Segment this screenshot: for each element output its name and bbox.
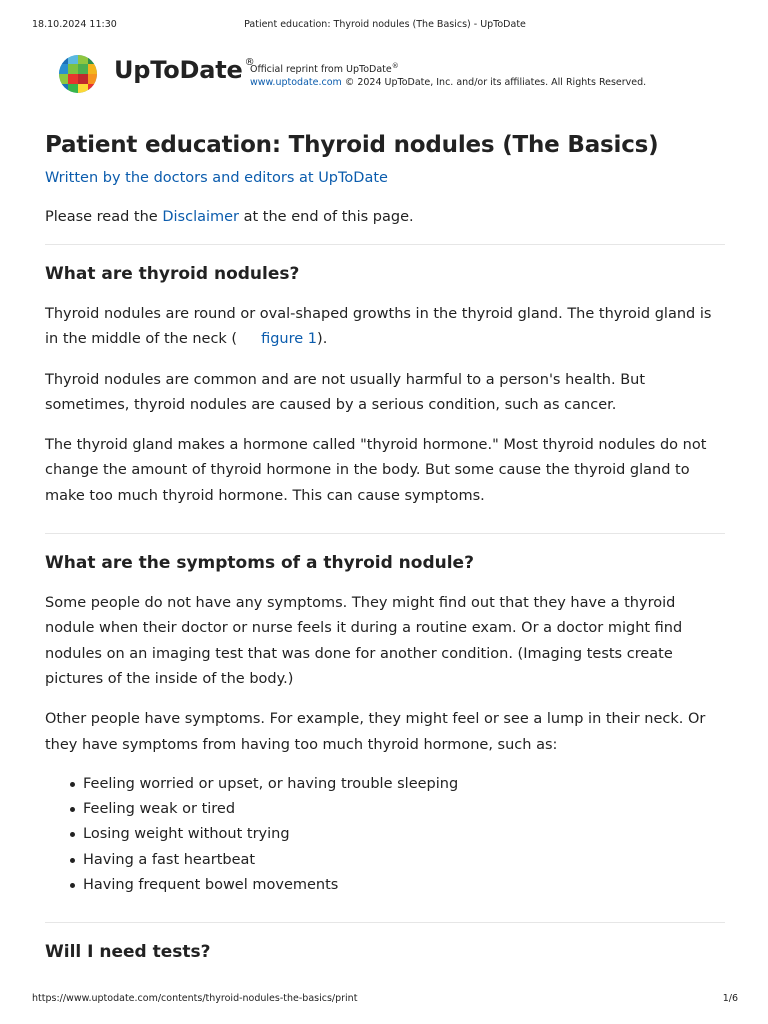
section-divider <box>45 922 725 923</box>
print-url: https://www.uptodate.com/contents/thyroid-nodules-the-basics/print <box>32 993 358 1004</box>
reprint-notice: Official reprint from UpToDate® www.uptodate.com © 2024 UpToDate, Inc. and/or its affiliates. All Rights Reserved. <box>250 62 647 89</box>
page-number: 1/6 <box>722 993 738 1004</box>
paragraph: The thyroid gland makes a hormone called "thyroid hormone." Most thyroid nodules do not change the amount of thyroid hormone in the body. But some cause the thyroid gland to make too much thyroid hormone. This can cause symptoms. <box>45 437 707 504</box>
brand-name: UpToDate ® <box>114 56 255 84</box>
brand-header <box>58 52 718 96</box>
section-heading: Will I need tests? <box>45 942 211 963</box>
list-item: Having a fast heartbeat <box>45 848 725 873</box>
print-datetime: 18.10.2024 11:30 <box>32 19 117 30</box>
print-page-title: Patient education: Thyroid nodules (The Basics) - UpToDate <box>244 19 526 30</box>
paragraph: Thyroid nodules are round or oval-shaped growths in the thyroid gland. The thyroid gland is in the middle of the neck ( figure 1). <box>45 306 712 348</box>
disclaimer-note: Please read the Disclaimer at the end of this page. <box>45 209 414 225</box>
list-item: Losing weight without trying <box>45 822 725 847</box>
paragraph: Thyroid nodules are common and are not usually harmful to a person's health. But sometimes, thyroid nodules are caused by a serious condition, such as cancer. <box>45 371 646 413</box>
figure-link[interactable]: figure 1 <box>261 331 318 348</box>
figure-icon[interactable] <box>243 331 257 345</box>
print-header <box>32 19 738 33</box>
list-item: Feeling worried or upset, or having trouble sleeping <box>45 772 725 797</box>
disclaimer-link[interactable]: Disclaimer <box>162 209 240 225</box>
section-divider <box>45 244 725 245</box>
uptodate-logo-icon <box>58 54 98 94</box>
paragraph: Some people do not have any symptoms. They might find out that they have a thyroid nodule when their doctor or nurse feels it during a routine exam. Or a doctor might find nodules on an imaging test that was done for another condition. (Imaging tests create pictures of the inside of the body.) <box>45 595 683 687</box>
site-link[interactable]: www.uptodate.com <box>250 77 342 89</box>
symptom-list <box>45 772 725 898</box>
print-footer <box>32 993 738 1007</box>
list-item: Having frequent bowel movements <box>45 873 725 898</box>
section-divider <box>45 533 725 534</box>
list-item: Feeling weak or tired <box>45 797 725 822</box>
paragraph: Other people have symptoms. For example, they might feel or see a lump in their neck. Or they have symptoms from having too much thyroid hormone, such as: <box>45 711 706 753</box>
page-title: Patient education: Thyroid nodules (The Basics) <box>45 132 659 158</box>
section-heading: What are the symptoms of a thyroid nodule? <box>45 553 474 574</box>
byline-link[interactable]: Written by the doctors and editors at UpToDate <box>45 170 388 186</box>
article <box>45 128 725 964</box>
section-heading: What are thyroid nodules? <box>45 264 300 284</box>
